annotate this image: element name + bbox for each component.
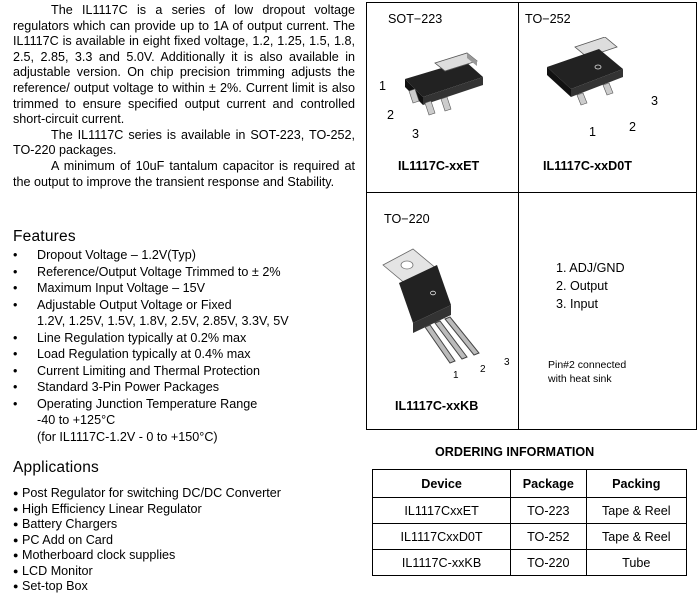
table-header-row bbox=[373, 470, 687, 498]
pinout-2: 2. Output bbox=[556, 279, 608, 293]
list-item: • Load Regulation typically at 0.4% max bbox=[13, 347, 251, 361]
table-cell: Tape & Reel bbox=[586, 524, 686, 550]
package-diagram-box bbox=[366, 2, 697, 430]
table-cell: TO-220 bbox=[511, 550, 586, 576]
table-cell: TO-223 bbox=[511, 498, 586, 524]
table-cell: Tape & Reel bbox=[586, 498, 686, 524]
description bbox=[13, 3, 355, 190]
list-item: • Adjustable Output Voltage or Fixed 1.2V, 1.25V, 1.5V, 1.8V, 2.5V, 2.85V, 3.3V, 5V bbox=[13, 297, 358, 330]
features-list bbox=[13, 247, 358, 445]
sot223-part-number: IL1117C-xxET bbox=[398, 159, 480, 173]
features-heading: Features bbox=[13, 228, 76, 245]
to252-package-icon bbox=[543, 37, 653, 117]
to220-part-number: IL1117C-xxKB bbox=[395, 399, 479, 413]
device-header: Device bbox=[373, 470, 511, 498]
table-cell: IL1117C-xxKB bbox=[373, 550, 511, 576]
description-paragraph-2: The IL1117C series is available in SOT-223, TO-252, TO-220 packages. bbox=[13, 127, 355, 158]
list-item: ● Motherboard clock supplies bbox=[13, 548, 176, 562]
applications-list bbox=[13, 486, 358, 595]
list-item: ● High Efficiency Linear Regulator bbox=[13, 501, 202, 516]
to220-pin-1: 1 bbox=[453, 370, 459, 381]
to220-pin-3: 3 bbox=[504, 357, 510, 368]
heatsink-note-1: Pin#2 connected bbox=[548, 359, 627, 371]
list-item: ● Set-top Box bbox=[13, 579, 88, 593]
sot223-pin-1: 1 bbox=[379, 79, 387, 93]
list-item: • Current Limiting and Thermal Protection bbox=[13, 363, 261, 378]
list-item: • Dropout Voltage – 1.2V(Typ) bbox=[13, 248, 196, 262]
package-header: Package bbox=[511, 470, 586, 498]
to220-package-icon bbox=[375, 243, 515, 383]
table-cell: IL1117CxxD0T bbox=[373, 524, 511, 550]
temp-range-note: (for IL1117C-1.2V - 0 to +150°C) bbox=[37, 429, 218, 444]
list-item: ● Post Regulator for switching DC/DC Converter bbox=[13, 486, 281, 500]
sot223-label: SOT−223 bbox=[388, 12, 443, 26]
pinout-3: 3. Input bbox=[556, 297, 599, 311]
table-cell: TO-252 bbox=[511, 524, 586, 550]
table-cell: Tube bbox=[586, 550, 686, 576]
list-item: • Operating Junction Temperature Range -40 to +125°C (for IL1117C-1.2V - 0 to +150°C) bbox=[13, 396, 358, 446]
list-item: • Maximum Input Voltage – 15V bbox=[13, 281, 206, 295]
list-item: • Standard 3-Pin Power Packages bbox=[13, 380, 220, 394]
table-row bbox=[373, 524, 687, 550]
to220-pin-2: 2 bbox=[480, 364, 486, 375]
heatsink-note-2: with heat sink bbox=[548, 373, 612, 385]
sot223-package-icon bbox=[395, 41, 495, 131]
to252-pin-3: 3 bbox=[651, 94, 659, 108]
list-item: • Line Regulation typically at 0.2% max bbox=[13, 330, 247, 345]
list-item: ● Battery Chargers bbox=[13, 517, 118, 531]
table-row bbox=[373, 550, 687, 576]
to220-label: TO−220 bbox=[384, 212, 430, 226]
to252-part-number: IL1117C-xxD0T bbox=[543, 159, 632, 173]
table-row bbox=[373, 498, 687, 524]
ordering-title: ORDERING INFORMATION bbox=[435, 445, 595, 459]
to252-label: TO−252 bbox=[525, 12, 571, 26]
pinout-1: 1. ADJ/GND bbox=[556, 261, 625, 275]
packing-header: Packing bbox=[586, 470, 686, 498]
ordering-table bbox=[372, 469, 687, 576]
list-item: • Reference/Output Voltage Trimmed to ± 2% bbox=[13, 264, 281, 279]
voltages-line: 1.2V, 1.25V, 1.5V, 1.8V, 2.5V, 2.85V, 3.3V, 5V bbox=[37, 314, 289, 328]
table-cell: IL1117CxxET bbox=[373, 498, 511, 524]
description-paragraph-1: The IL1117C is a series of low dropout voltage regulators which can provide up to 1A of output current. The IL1117C is available in eight fixed voltage, 1.2, 1.25, 1.5, 1.8, 2.5, 2.85, 3.3 and 5.0V. Additionally it is also available in adjustable version. On chip precision trimming adjusts the reference/ output voltage to within ± 2%. Current limit is also trimmed to ensure specified output current and controlled short-circuit current. bbox=[13, 3, 355, 127]
to252-pin-1: 1 bbox=[589, 125, 597, 139]
description-paragraph-3: A minimum of 10uF tantalum capacitor is required at the output to improve the transient response and Stability. bbox=[13, 158, 355, 189]
sot223-pin-3: 3 bbox=[412, 127, 420, 141]
temp-range-line: -40 to +125°C bbox=[37, 413, 116, 427]
sot223-pin-2: 2 bbox=[387, 108, 395, 122]
list-item: ● PC Add on Card bbox=[13, 532, 114, 547]
applications-heading: Applications bbox=[13, 459, 99, 476]
to252-pin-2: 2 bbox=[629, 120, 637, 134]
list-item: ● LCD Monitor bbox=[13, 563, 93, 578]
